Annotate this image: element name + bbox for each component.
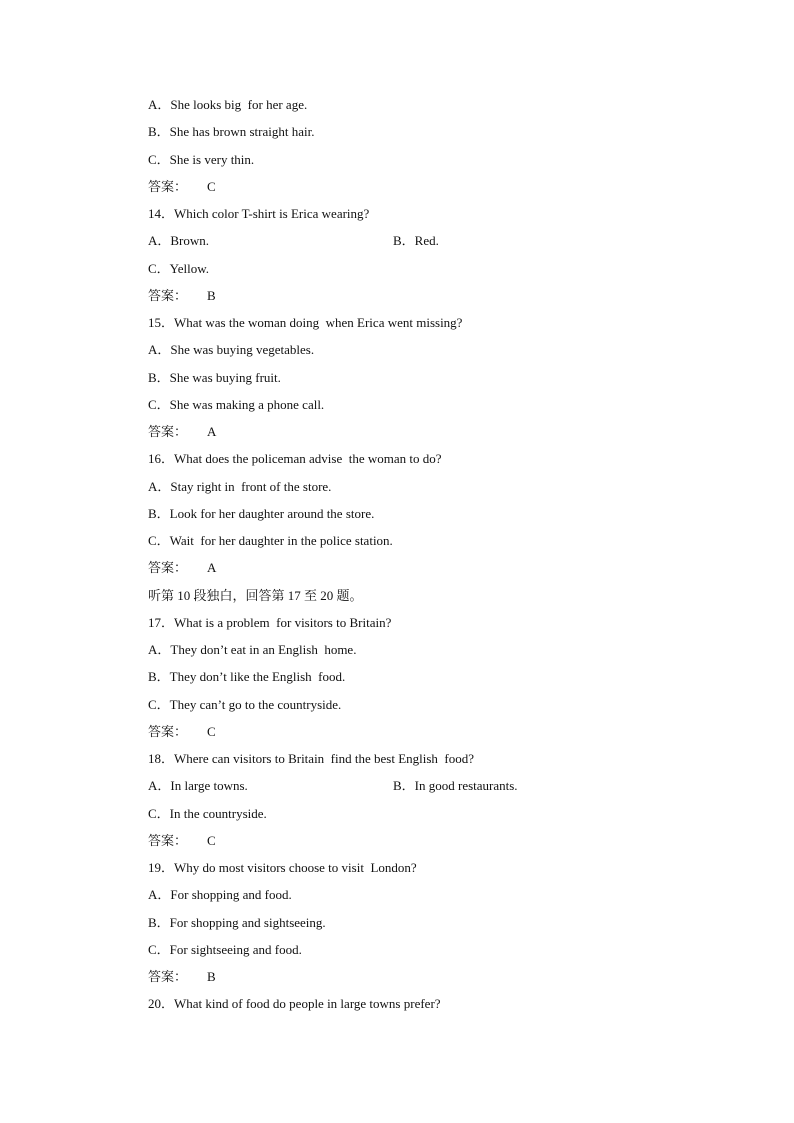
answer-option-text: A．She looks big for her age. <box>148 97 308 112</box>
answer-line <box>148 178 216 196</box>
answer-label: 答案： <box>148 424 188 439</box>
answer-value: B <box>207 969 216 984</box>
answer-line <box>148 723 216 741</box>
answer-option <box>148 96 307 114</box>
answer-option-text: C．They can’t go to the countryside. <box>148 696 342 712</box>
answer-option <box>148 396 324 414</box>
answer-value: B <box>207 287 216 303</box>
answer-label: 答案： <box>148 287 188 303</box>
question-stem-text: 19．Why do most visitors choose to visit London? <box>148 860 417 875</box>
answer-value: C <box>207 178 216 194</box>
question-stem <box>148 450 442 468</box>
answer-value: A <box>207 560 217 576</box>
answer-option-text: C．Wait for her daughter in the police station. <box>148 533 393 548</box>
answer-option <box>148 777 518 795</box>
answer-option-text: B．She has brown straight hair. <box>148 124 315 140</box>
answer-option-text: B．Look for her daughter around the store. <box>148 505 375 521</box>
answer-line <box>148 559 216 577</box>
answer-option-text: C．She is very thin. <box>148 151 255 167</box>
section-heading-text: 听第 10 段独白，回答第 17 至 20 题。 <box>148 587 363 603</box>
question-stem-text: 18．Where can visitors to Britain find the best English food? <box>148 751 475 766</box>
answer-option <box>148 260 209 278</box>
answer-option-text: A．In large towns. <box>148 778 248 794</box>
answer-option-text: B．For shopping and sightseeing. <box>148 914 326 930</box>
answer-option-text: B．Red. <box>393 233 439 249</box>
question-stem <box>148 995 441 1013</box>
answer-option <box>148 341 314 359</box>
answer-line <box>148 423 216 441</box>
answer-label: 答案： <box>148 969 188 984</box>
answer-option-text: C．For sightseeing and food. <box>148 941 302 957</box>
answer-option <box>148 232 439 250</box>
answer-option <box>148 886 292 904</box>
question-stem-text: 17．What is a problem for visitors to Britain? <box>148 614 392 630</box>
answer-option <box>148 478 331 496</box>
answer-option-text: A．She was buying vegetables. <box>148 342 315 358</box>
answer-label: 答案： <box>148 560 188 576</box>
answer-option-text: C．Yellow. <box>148 260 210 276</box>
question-stem-text: 14．Which color T-shirt is Erica wearing? <box>148 206 370 221</box>
answer-option <box>148 668 345 686</box>
answer-value: A <box>207 424 217 439</box>
answer-label: 答案： <box>148 832 188 848</box>
answer-value: C <box>207 723 216 739</box>
answer-label: 答案： <box>148 178 188 194</box>
answer-option-text: B．She was buying fruit. <box>148 369 281 385</box>
answer-option-text: A．Brown. <box>148 233 210 249</box>
answer-line <box>148 968 216 986</box>
question-stem <box>148 614 391 632</box>
answer-line <box>148 832 216 850</box>
answer-option-text: C．She was making a phone call. <box>148 396 325 412</box>
answer-option-text: B．They don’t like the English food. <box>148 669 346 685</box>
answer-option <box>148 369 281 387</box>
answer-option <box>148 641 356 659</box>
question-stem <box>148 859 417 877</box>
answer-line <box>148 287 216 305</box>
answer-option <box>148 805 267 823</box>
answer-option-text: C．In the countryside. <box>148 805 267 821</box>
answer-option <box>148 151 254 169</box>
question-stem-text: 16．What does the policeman advise the woman to do? <box>148 451 442 467</box>
answer-option <box>148 696 341 714</box>
answer-option-text: A．For shopping and food. <box>148 887 292 903</box>
question-stem-text: 15．What was the woman doing when Erica went missing? <box>148 315 463 330</box>
answer-option <box>148 505 374 523</box>
answer-option <box>148 941 302 959</box>
answer-option <box>148 532 393 550</box>
answer-option <box>148 914 326 932</box>
answer-option-text: A．They don’t eat in an English home. <box>148 642 357 657</box>
answer-label: 答案： <box>148 723 188 739</box>
answer-option-text: A．Stay right in front of the store. <box>148 478 332 494</box>
question-stem <box>148 750 474 768</box>
section-heading <box>148 587 363 605</box>
answer-value: C <box>207 832 216 848</box>
question-stem <box>148 205 369 223</box>
question-stem <box>148 314 462 332</box>
answer-option <box>148 123 314 141</box>
answer-option-text: B．In good restaurants. <box>393 778 518 794</box>
question-stem-text: 20．What kind of food do people in large towns prefer? <box>148 996 441 1012</box>
